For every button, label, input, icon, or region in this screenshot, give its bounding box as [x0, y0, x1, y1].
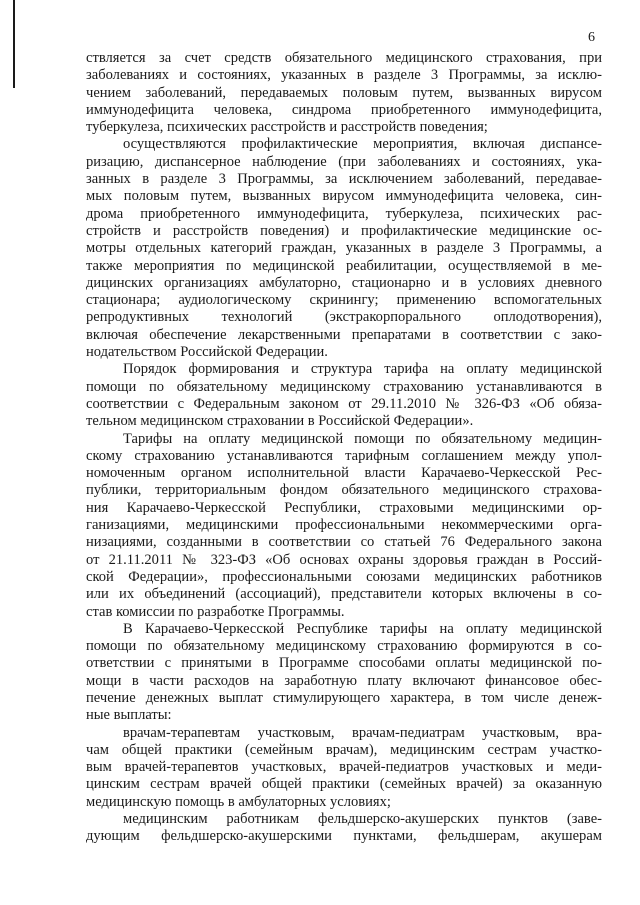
- text-line: вым врачей-терапевтов участковых, врачей-педиатров участковых и меди-: [86, 759, 602, 776]
- text-line: медицинскую помощь в амбулаторных условиях;: [86, 793, 391, 810]
- text-line: помощи по обязательному медицинскому страхованию формируются в со-: [86, 638, 602, 655]
- text-line: дрома приобретенного иммунодефицита, туберкулеза, психических рас-: [86, 205, 602, 222]
- text-line: тельном медицинском страховании в Российской Федерации».: [86, 413, 474, 430]
- document-body: [86, 50, 602, 846]
- text-line: чам общей практики (семейным врачам), медицинским сестрам участко-: [86, 741, 602, 758]
- text-line: занных в разделе 3 Программы, за исключением заболеваний, передавае-: [86, 171, 602, 188]
- page-number: 6: [588, 30, 595, 45]
- text-line: скому страхованию устанавливаются тарифным соглашением между упол-: [86, 447, 602, 464]
- margin-line: [13, 0, 15, 88]
- text-line: от 21.11.2011 № 323-ФЗ «Об основах охраны здоровья граждан в Россий-: [86, 551, 602, 568]
- text-line: или их объединений (ассоциаций), представители которых включены в со-: [86, 586, 602, 603]
- text-line: ответствии с принятыми в Программе способами оплаты медицинской по-: [86, 655, 602, 672]
- text-line: дующим фельдшерско-акушерскими пунктами, фельдшерам, акушерам: [86, 828, 602, 845]
- text-line: публики, территориальным фондом обязательного медицинского страхова-: [86, 482, 602, 499]
- text-line: Порядок формирования и структура тарифа на оплату медицинской: [123, 361, 602, 378]
- text-line: В Карачаево-Черкесской Республике тарифы на оплату медицинской: [123, 620, 602, 637]
- text-line: низациями, созданными в соответствии со статьей 76 Федерального закона: [86, 534, 602, 551]
- text-line: ные выплаты:: [86, 707, 172, 724]
- text-line: ганизациями, медицинскими профессиональными некоммерческими орга-: [86, 517, 602, 534]
- text-line: осуществляются профилактические мероприятия, включая диспансе-: [123, 136, 602, 153]
- text-line: став комиссии по разработке Программы.: [86, 603, 345, 620]
- text-line: Тарифы на оплату медицинской помощи по обязательному медицин-: [123, 430, 602, 447]
- text-line: помощи по обязательному медицинскому страхованию устанавливаются в: [86, 378, 602, 395]
- text-line: мотры отдельных категорий граждан, указанных в разделе 3 Программы, а: [86, 240, 602, 257]
- text-line: печение денежных выплат стимулирующего характера, в том числе денеж-: [86, 689, 602, 706]
- text-line: репродуктивных технологий (экстракорпорального оплодотворения),: [86, 309, 602, 326]
- text-line: стационара; аудиологическому скринингу; применению вспомогательных: [86, 292, 602, 309]
- text-line: цинским сестрам врачей общей практики (семейных врачей) за оказанную: [86, 776, 602, 793]
- text-line: туберкулеза, психических расстройств и расстройств поведения;: [86, 119, 488, 136]
- text-line: стройств и расстройств поведения) и профилактические медицинские ос-: [86, 222, 602, 239]
- text-line: мощи в части расходов на заработную плату включают финансовое обес-: [86, 672, 602, 689]
- text-line: ния Карачаево-Черкесской Республики, страховыми медицинскими ор-: [86, 499, 602, 516]
- text-line: номоченным органом исполнительной власти Карачаево-Черкесской Рес-: [86, 465, 602, 482]
- text-line: чением заболеваний, передаваемых половым путем, вызванных вирусом: [86, 84, 602, 101]
- text-line: нодательством Российской Федерации.: [86, 344, 328, 361]
- text-line: иммунодефицита человека, синдрома приобретенного иммунодефицита,: [86, 101, 602, 118]
- text-line: включая обеспечение лекарственными препаратами в соответствии с зако-: [86, 326, 602, 343]
- text-line: медицинским работникам фельдшерско-акушерских пунктов (заве-: [123, 811, 602, 828]
- text-line: ризацию, диспансерное наблюдение (при заболеваниях и состояниях, ука-: [86, 153, 602, 170]
- text-line: мых половым путем, вызванных вирусом иммунодефицита человека, син-: [86, 188, 602, 205]
- text-line: заболеваниях и состояниях, указанных в разделе 3 Программы, за исклю-: [86, 67, 602, 84]
- text-line: также мероприятия по медицинской реабилитации, осуществляемой в ме-: [86, 257, 602, 274]
- text-line: дицинских организациях амбулаторно, стационарно и в условиях дневного: [86, 274, 602, 291]
- text-line: ствляется за счет средств обязательного медицинского страхования, при: [86, 50, 602, 66]
- text-line: ской Федерации», профессиональными союзами медицинских работников: [86, 568, 602, 585]
- text-line: врачам-терапевтам участковым, врачам-педиатрам участковым, вра-: [123, 724, 602, 741]
- text-line: соответствии с Федеральным законом от 29.11.2010 № 326-ФЗ «Об обяза-: [86, 395, 602, 412]
